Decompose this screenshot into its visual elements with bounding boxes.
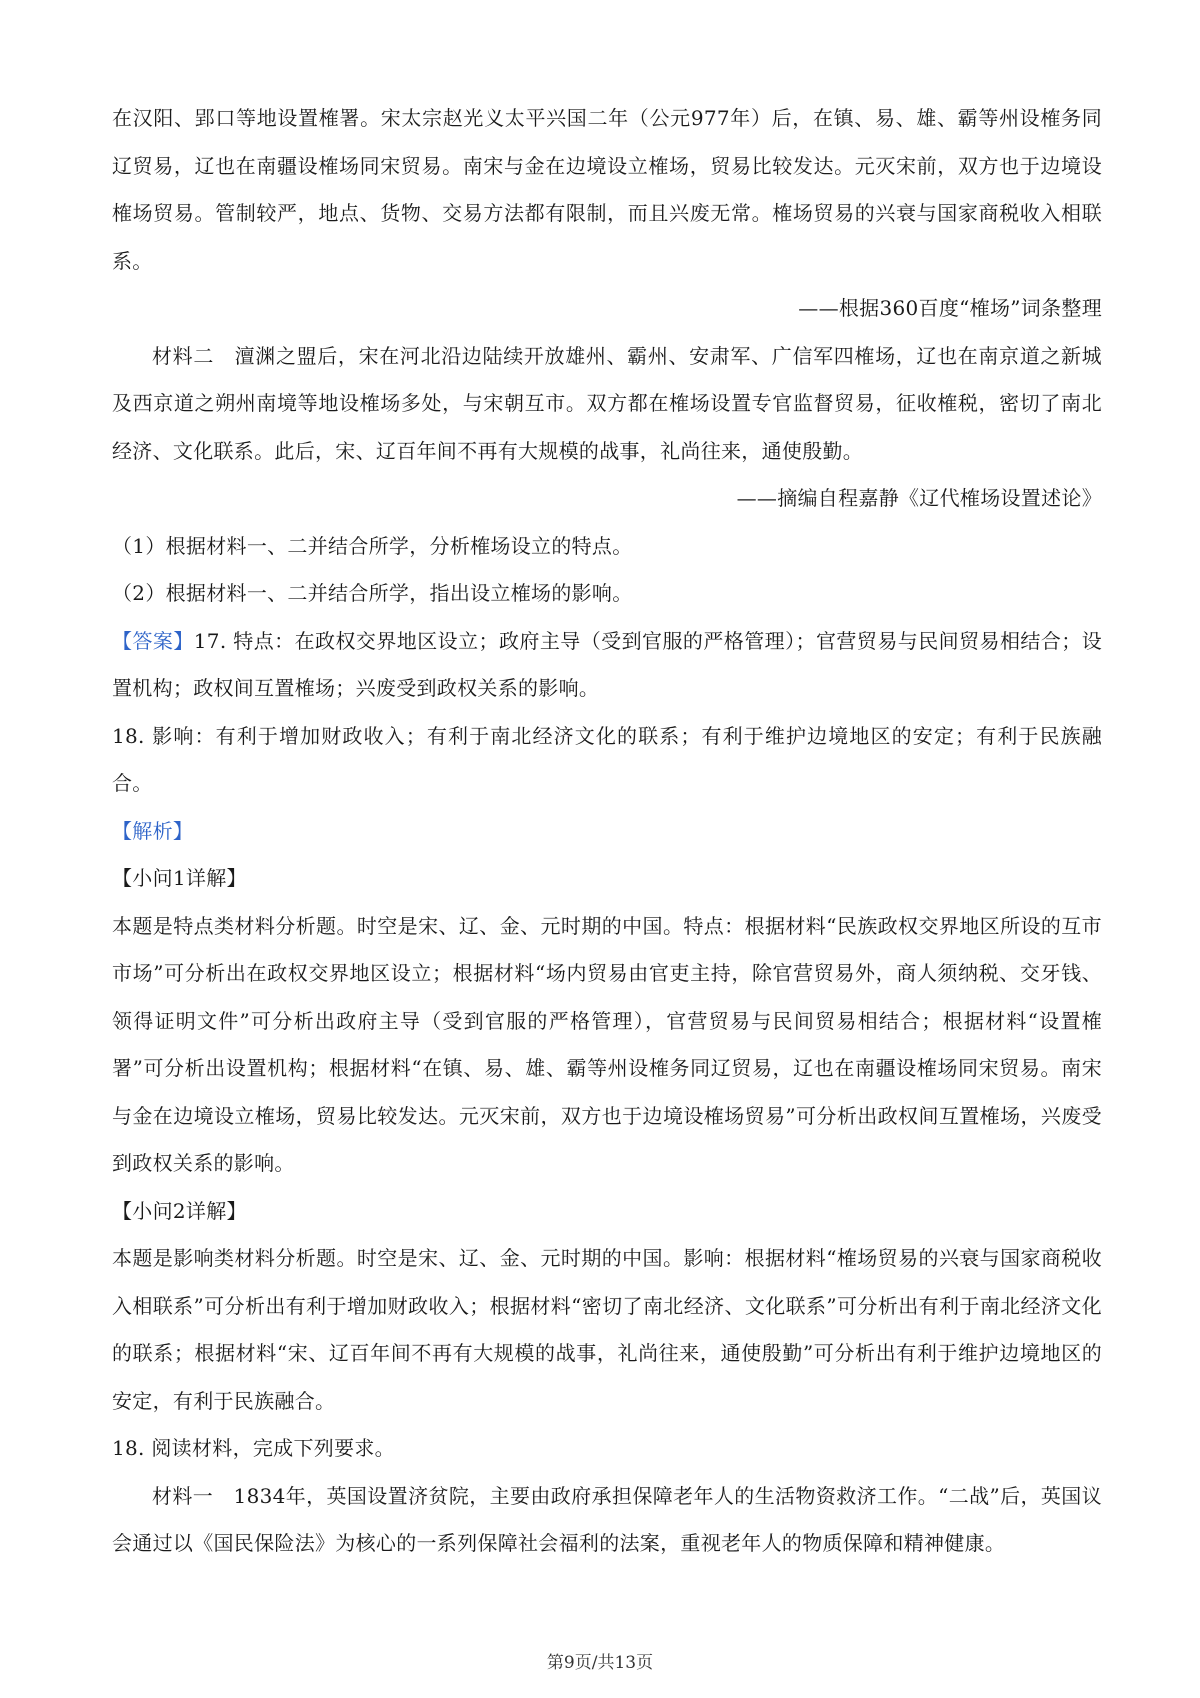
page-footer: 第9页/共13页 — [546, 1653, 654, 1673]
sub-question-2-heading: 【小问2详解】 — [112, 1198, 247, 1223]
sub-question-1-heading: 【小问1详解】 — [112, 866, 247, 890]
answer-18: 18. 影响：有利于增加财政收入；有利于南北经济文化的联系；有利于维护边境地区的安定；有利于民族融合。 — [112, 723, 1102, 795]
answer-17-text: 17. 特点：在政权交界地区设立；政府主导（受到官服的严格管理）；官营贸易与民间贸易相结合；设置机构；政权间互置榷场；兴废受到政权关系的影响。 — [112, 628, 1103, 700]
sub-question-1-explanation: 本题是特点类材料分析题。时空是宋、辽、金、元时期的中国。特点：根据材料“民族政权交界地区所设的互市市场”可分析出在政权交界地区设立；根据材料“场内贸易由官吏主持，除官营贸易外，商人须纳税、交牙钱、领得证明文件”可分析出政府主导（受到官服的严格管理），官营贸易与民间贸易相结合；根据材料“设置榷署”可分析出设置机构；根据材料“在镇、易、雄、霸等州设榷务同辽贸易，辽也在南疆设榷场同宋贸易。南宋与金在边境设立榷场，贸易比较发达。元灭宋前，双方也于边境设榷场贸易”可分析出政权间互置榷场，兴废受到政权关系的影响。 — [112, 913, 1102, 1175]
document-body — [112, 95, 1102, 1568]
material-one-source: ——根据360百度“榷场”词条整理 — [798, 296, 1102, 320]
analysis-tag: 【解析】 — [112, 818, 194, 843]
answer-tag: 【答案】 — [112, 628, 194, 653]
question-2: （2）根据材料一、二并结合所学，指出设立榷场的影响。 — [112, 581, 633, 605]
sub-question-2-explanation: 本题是影响类材料分析题。时空是宋、辽、金、元时期的中国。影响：根据材料“榷场贸易的兴衰与国家商税收入相联系”可分析出有利于增加财政收入；根据材料“密切了南北经济、文化联系”可分析出有利于南北经济文化的联系；根据材料“宋、辽百年间不再有大规模的战事，礼尚往来，通使殷勤”可分析出有利于维护边境地区的安定，有利于民族融合。 — [112, 1246, 1102, 1413]
question-18-material-one: 材料一 1834年，英国设置济贫院，主要由政府承担保障老年人的生活物资救济工作。“二战”后，英国议会通过以《国民保险法》为核心的一系列保障社会福利的法案，重视老年人的物质保障和精神健康。 — [112, 1483, 1102, 1555]
material-two-source: ——摘编自程嘉静《辽代榷场设置述论》 — [736, 486, 1102, 510]
question-18-heading: 18. 阅读材料，完成下列要求。 — [112, 1436, 395, 1460]
answer-17 — [112, 618, 1102, 713]
material-two: 材料二 澶渊之盟后，宋在河北沿边陆续开放雄州、霸州、安肃军、广信军四榷场，辽也在南京道之新城及西京道之朔州南境等地设榷场多处，与宋朝互市。双方都在榷场设置专官监督贸易，征收榷税，密切了南北经济、文化联系。此后，宋、辽百年间不再有大规模的战事，礼尚往来，通使殷勤。 — [112, 343, 1102, 463]
material-one-continued: 在汉阳、郢口等地设置榷署。宋太宗赵光义太平兴国二年（公元977年）后，在镇、易、雄、霸等州设榷务同辽贸易，辽也在南疆设榷场同宋贸易。南宋与金在边境设立榷场，贸易比较发达。元灭宋前，双方也于边境设榷场贸易。管制较严，地点、货物、交易方法都有限制，而且兴废无常。榷场贸易的兴衰与国家商税收入相联系。 — [112, 106, 1102, 273]
question-1: （1）根据材料一、二并结合所学，分析榷场设立的特点。 — [112, 533, 633, 558]
